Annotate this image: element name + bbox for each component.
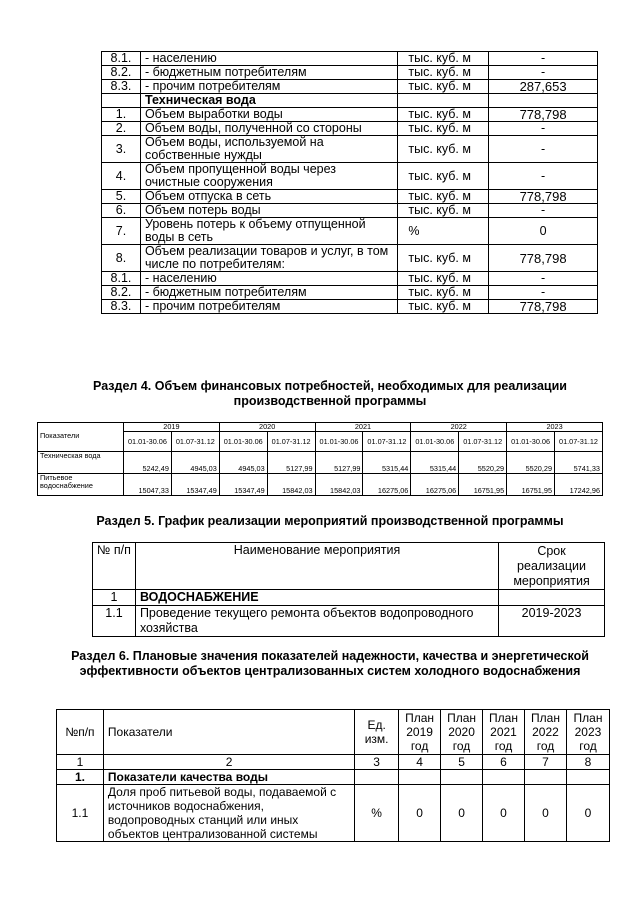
volume-row [102, 52, 598, 66]
volume-row-unit: тыс. куб. м [398, 122, 489, 136]
financial-value: 5127,99 [267, 452, 315, 474]
volume-row-unit [398, 94, 489, 108]
volume-row-unit: тыс. куб. м [398, 204, 489, 218]
financial-row-label: Техническая вода [38, 452, 124, 474]
financial-value: 16275,06 [411, 474, 459, 496]
indicator-row-name: Доля проб питьевой воды, подаваемой с источников водоснабжения, водопроводных станций или иных объектов централизованной системы [103, 785, 354, 842]
indicator-row-num: 1. [57, 770, 104, 785]
volume-row-name: Объем пропущенной воды через очистные сооружения [140, 163, 397, 190]
volume-row-unit: % [398, 218, 489, 245]
volume-row-unit: тыс. куб. м [398, 272, 489, 286]
volume-row [102, 272, 598, 286]
volume-row-name: - населению [140, 272, 397, 286]
financial-value: 5520,29 [507, 452, 555, 474]
financial-value: 16751,95 [459, 474, 507, 496]
column-number: 4 [399, 755, 441, 770]
indicators-num-header: №п/п [57, 710, 104, 755]
volume-row-num: 8.1. [102, 272, 141, 286]
indicator-value: 0 [483, 785, 525, 842]
volume-row-unit: тыс. куб. м [398, 108, 489, 122]
indicator-value [399, 770, 441, 785]
volume-row-name: Объем выработки воды [140, 108, 397, 122]
indicator-row-unit [355, 770, 399, 785]
plan-year-header: План 2023 год [566, 710, 609, 755]
period-header: 01.07-31.12 [363, 432, 411, 452]
financial-value: 5127,99 [315, 452, 363, 474]
volume-row-num: 8.1. [102, 52, 141, 66]
volume-row-num: 1. [102, 108, 141, 122]
indicators-name-header: Показатели [103, 710, 354, 755]
volume-row-num: 8.2. [102, 66, 141, 80]
financial-value: 4945,03 [171, 452, 219, 474]
volume-row-value: - [489, 163, 598, 190]
financial-value: 5520,29 [459, 452, 507, 474]
indicators-unit-header: Ед. изм. [355, 710, 399, 755]
column-number: 8 [566, 755, 609, 770]
volume-row [102, 190, 598, 204]
volume-row-name: Объем воды, полученной со стороны [140, 122, 397, 136]
schedule-num-header: № п/п [93, 543, 136, 590]
volume-row [102, 286, 598, 300]
volume-row-unit: тыс. куб. м [398, 163, 489, 190]
volume-row-value [489, 94, 598, 108]
volume-row-value: - [489, 52, 598, 66]
section6-title: Раздел 6. Плановые значения показателей надежности, качества и энергетической эффективности объектов централизованных систем холодного водоснабжения [71, 649, 589, 678]
volume-row [102, 94, 598, 108]
volume-row [102, 66, 598, 80]
financial-value: 5242,49 [124, 452, 172, 474]
volume-row-value: 778,798 [489, 245, 598, 272]
financial-row-label: Питьевое водоснабжение [38, 474, 124, 496]
volume-row-num: 3. [102, 136, 141, 163]
financial-value: 15347,49 [171, 474, 219, 496]
volume-row-value: - [489, 286, 598, 300]
volume-row [102, 218, 598, 245]
column-number: 5 [441, 755, 483, 770]
section5-title: Раздел 5. График реализации мероприятий производственной программы [96, 514, 564, 528]
indicators-table [56, 709, 610, 842]
volume-row [102, 122, 598, 136]
schedule-row-name: Проведение текущего ремонта объектов водопроводного хозяйства [135, 606, 498, 637]
volume-row-num: 5. [102, 190, 141, 204]
volume-row-value: 778,798 [489, 108, 598, 122]
indicator-value [441, 770, 483, 785]
column-number: 6 [483, 755, 525, 770]
volume-row-value: - [489, 122, 598, 136]
year-header: 2023 [507, 423, 603, 432]
year-header: 2021 [315, 423, 411, 432]
period-header: 01.01-30.06 [315, 432, 363, 452]
volume-row-name: - бюджетным потребителям [140, 66, 397, 80]
section4-title: Раздел 4. Объем финансовых потребностей, необходимых для реализации производственной программы [93, 379, 567, 408]
volume-row-unit: тыс. куб. м [398, 245, 489, 272]
volume-row-unit: тыс. куб. м [398, 66, 489, 80]
column-number: 7 [525, 755, 567, 770]
volume-row-value: 778,798 [489, 190, 598, 204]
volume-row-num: 8. [102, 245, 141, 272]
indicator-value: 0 [566, 785, 609, 842]
volume-row-value: - [489, 66, 598, 80]
financial-value: 17242,96 [555, 474, 603, 496]
volume-row-unit: тыс. куб. м [398, 300, 489, 314]
volume-row-unit: тыс. куб. м [398, 286, 489, 300]
volume-row-name: - прочим потребителям [140, 300, 397, 314]
volume-row-value: 287,653 [489, 80, 598, 94]
schedule-row-name: ВОДОСНАБЖЕНИЕ [135, 590, 498, 606]
indicator-row-unit: % [355, 785, 399, 842]
schedule-row-term: 2019-2023 [499, 606, 605, 637]
period-header: 01.07-31.12 [171, 432, 219, 452]
financial-value: 15842,03 [315, 474, 363, 496]
year-header: 2020 [219, 423, 315, 432]
column-number: 2 [103, 755, 354, 770]
volume-row-num: 8.3. [102, 80, 141, 94]
indicator-value [525, 770, 567, 785]
volume-row-name: Уровень потерь к объему отпущенной воды в сеть [140, 218, 397, 245]
indicator-row-num: 1.1 [57, 785, 104, 842]
financial-value: 16751,95 [507, 474, 555, 496]
financial-corner-header: Показатели [38, 423, 124, 452]
volume-row [102, 80, 598, 94]
volume-row [102, 163, 598, 190]
financial-value: 5741,33 [555, 452, 603, 474]
production-volume-body [102, 52, 598, 314]
schedule-term-header: Срок реализации мероприятия [499, 543, 605, 590]
indicator-value [483, 770, 525, 785]
financial-value: 5315,44 [363, 452, 411, 474]
production-volume-table [101, 51, 598, 314]
volume-row-unit: тыс. куб. м [398, 80, 489, 94]
period-header: 01.07-31.12 [267, 432, 315, 452]
schedule-row-num: 1.1 [93, 606, 136, 637]
plan-year-header: План 2019 год [399, 710, 441, 755]
indicator-value: 0 [525, 785, 567, 842]
volume-row-value: 0 [489, 218, 598, 245]
schedule-row-term [499, 590, 605, 606]
volume-row-name: - бюджетным потребителям [140, 286, 397, 300]
column-number: 3 [355, 755, 399, 770]
period-header: 01.01-30.06 [507, 432, 555, 452]
volume-row [102, 245, 598, 272]
volume-row-num: 8.2. [102, 286, 141, 300]
indicator-row-name: Показатели качества воды [103, 770, 354, 785]
financial-value: 4945,03 [219, 452, 267, 474]
financial-value: 15047,33 [124, 474, 172, 496]
volume-row-value: - [489, 272, 598, 286]
schedule-row-num: 1 [93, 590, 136, 606]
indicator-value: 0 [441, 785, 483, 842]
volume-row-num [102, 94, 141, 108]
volume-row-num: 2. [102, 122, 141, 136]
volume-row [102, 300, 598, 314]
financial-value: 5315,44 [411, 452, 459, 474]
period-header: 01.07-31.12 [459, 432, 507, 452]
year-header: 2019 [124, 423, 220, 432]
volume-row-name: - населению [140, 52, 397, 66]
volume-row-value: 778,798 [489, 300, 598, 314]
volume-row-value: - [489, 136, 598, 163]
volume-row-name: Объем отпуска в сеть [140, 190, 397, 204]
column-number: 1 [57, 755, 104, 770]
volume-row-num: 6. [102, 204, 141, 218]
volume-row [102, 136, 598, 163]
financial-needs-table [37, 422, 603, 496]
financial-value: 16275,06 [363, 474, 411, 496]
volume-row [102, 108, 598, 122]
indicator-value: 0 [399, 785, 441, 842]
schedule-name-header: Наименование мероприятия [135, 543, 498, 590]
indicator-value [566, 770, 609, 785]
volume-row-name: Техническая вода [140, 94, 397, 108]
volume-row-name: - прочим потребителям [140, 80, 397, 94]
volume-row [102, 204, 598, 218]
volume-row-num: 4. [102, 163, 141, 190]
plan-year-header: План 2020 год [441, 710, 483, 755]
period-header: 01.01-30.06 [219, 432, 267, 452]
period-header: 01.01-30.06 [124, 432, 172, 452]
volume-row-value: - [489, 204, 598, 218]
volume-row-unit: тыс. куб. м [398, 190, 489, 204]
volume-row-unit: тыс. куб. м [398, 52, 489, 66]
volume-row-num: 8.3. [102, 300, 141, 314]
year-header: 2022 [411, 423, 507, 432]
volume-row-name: Объем потерь воды [140, 204, 397, 218]
volume-row-name: Объем воды, используемой на собственные нужды [140, 136, 397, 163]
financial-value: 15347,49 [219, 474, 267, 496]
financial-value: 15842,03 [267, 474, 315, 496]
plan-year-header: План 2021 год [483, 710, 525, 755]
period-header: 01.01-30.06 [411, 432, 459, 452]
volume-row-name: Объем реализации товаров и услуг, в том числе по потребителям: [140, 245, 397, 272]
volume-row-unit: тыс. куб. м [398, 136, 489, 163]
schedule-table [92, 542, 605, 637]
period-header: 01.07-31.12 [555, 432, 603, 452]
plan-year-header: План 2022 год [525, 710, 567, 755]
volume-row-num: 7. [102, 218, 141, 245]
